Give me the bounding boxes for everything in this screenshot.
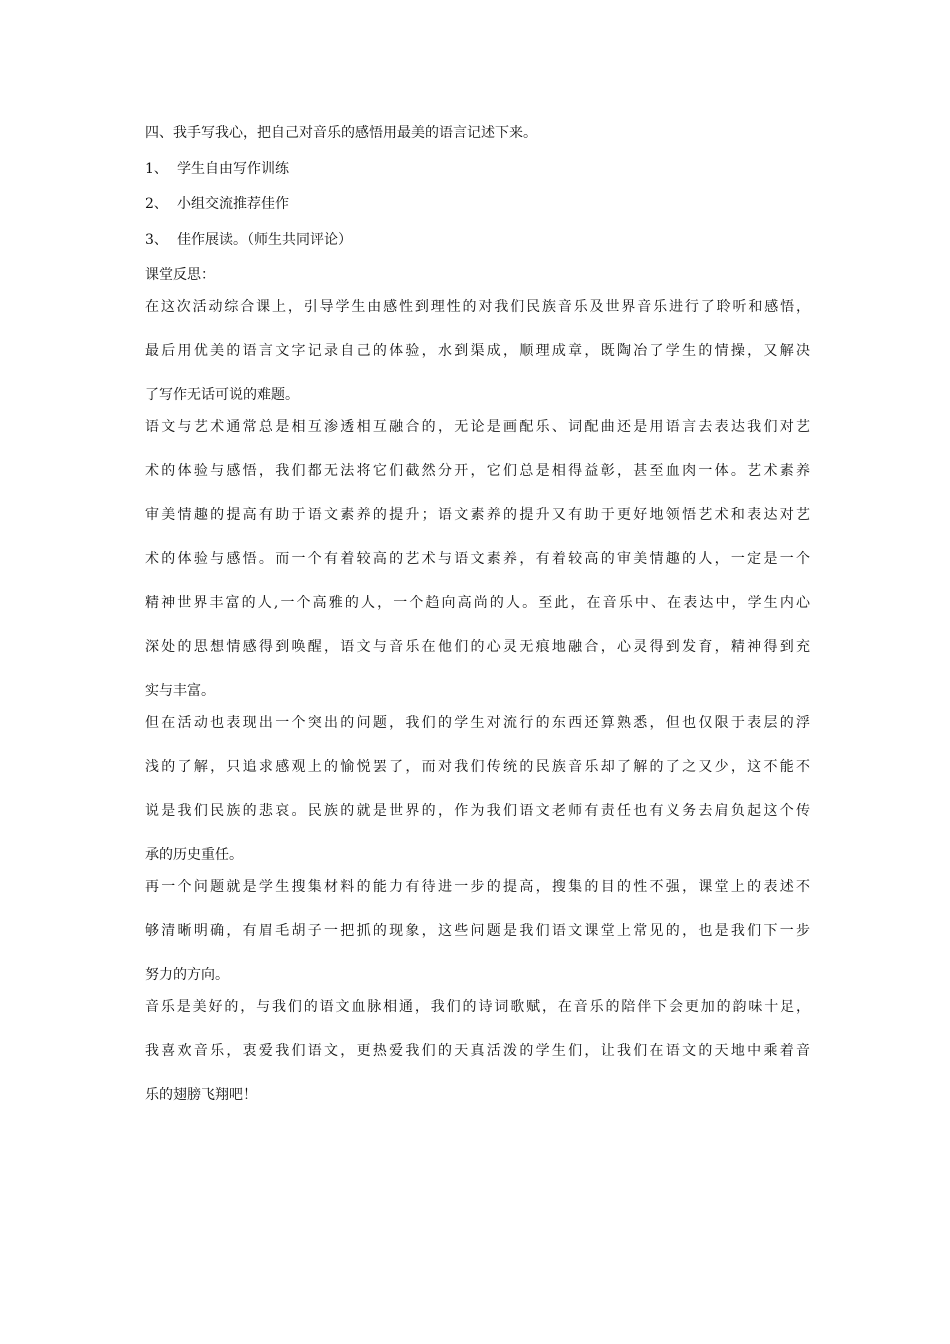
paragraph xyxy=(145,878,810,984)
paragraph xyxy=(145,998,810,1104)
reflection-title: 课堂反思： xyxy=(145,267,215,283)
paragraph-line: 我喜欢音乐，衷爱我们语文，更热爱我们的天真活泼的学生们，让我们在语文的天地中乘着音 xyxy=(145,1043,810,1059)
paragraph xyxy=(145,418,810,700)
list-item-text: 佳作展读。（师生共同评论） xyxy=(177,231,352,248)
list-item-number: 2、 xyxy=(145,196,168,212)
paragraph-line: 术的体验与感悟。而一个有着较高的艺术与语文素养，有着较高的审美情趣的人，一定是一个 xyxy=(145,551,810,567)
paragraph-line: 语文与艺术通常总是相互渗透相互融合的，无论是画配乐、词配曲还是用语言去表达我们对艺 xyxy=(145,419,810,435)
paragraph-line: 但在活动也表现出一个突出的问题，我们的学生对流行的东西还算熟悉，但也仅限于表层的浮 xyxy=(145,715,810,731)
paragraph-line: 精神世界丰富的人,一个高雅的人，一个趋向高尚的人。至此，在音乐中、在表达中，学生内心 xyxy=(145,595,810,611)
list-item-number: 3、 xyxy=(145,231,168,248)
list-item xyxy=(145,195,810,213)
paragraph-line: 术的体验与感悟，我们都无法将它们截然分开，它们总是相得益彰，甚至血肉一体。艺术素养 xyxy=(145,463,810,479)
list-item-text: 小组交流推荐佳作 xyxy=(177,196,289,212)
paragraph-line: 了写作无话可说的难题。 xyxy=(145,387,299,403)
list-item xyxy=(145,231,810,249)
paragraph-line: 承的历史重任。 xyxy=(145,847,243,863)
paragraph xyxy=(145,298,810,404)
paragraph-line: 够清晰明确，有眉毛胡子一把抓的现象，这些问题是我们语文课堂上常见的，也是我们下一步 xyxy=(145,923,810,939)
document-body xyxy=(145,124,810,1118)
paragraph-line: 浅的了解，只追求感观上的愉悦罢了，而对我们传统的民族音乐却了解的了之又少，这不能不 xyxy=(145,759,810,775)
paragraph-line: 再一个问题就是学生搜集材料的能力有待进一步的提高，搜集的目的性不强，课堂上的表述不 xyxy=(145,879,810,895)
paragraph-line: 实与丰富。 xyxy=(145,683,215,699)
paragraph-line: 在这次活动综合课上，引导学生由感性到理性的对我们民族音乐及世界音乐进行了聆听和感悟， xyxy=(145,299,810,315)
section-heading: 四、我手写我心，把自己对音乐的感悟用最美的语言记述下来。 xyxy=(145,125,537,141)
paragraph-line: 音乐是美好的，与我们的语文血脉相通，我们的诗词歌赋，在音乐的陪伴下会更加的韵味十足， xyxy=(145,999,810,1015)
paragraph-line: 乐的翅膀飞翔吧！ xyxy=(145,1087,257,1103)
paragraph xyxy=(145,714,810,864)
paragraph-line: 最后用优美的语言文字记录自己的体验，水到渠成，顺理成章，既陶冶了学生的情操，又解决 xyxy=(145,343,810,359)
paragraph-line: 努力的方向。 xyxy=(145,967,229,983)
paragraph-line: 说是我们民族的悲哀。民族的就是世界的，作为我们语文老师有责任也有义务去肩负起这个传 xyxy=(145,803,810,819)
paragraph-line: 深处的思想情感得到唤醒，语文与音乐在他们的心灵无痕地融合，心灵得到发育，精神得到充 xyxy=(145,639,810,655)
list-item-number: 1、 xyxy=(145,160,168,177)
list-item-text: 学生自由写作训练 xyxy=(177,160,289,177)
paragraph-line: 审美情趣的提高有助于语文素养的提升；语文素养的提升又有助于更好地领悟艺术和表达对艺 xyxy=(145,507,810,523)
list-item xyxy=(145,160,810,178)
